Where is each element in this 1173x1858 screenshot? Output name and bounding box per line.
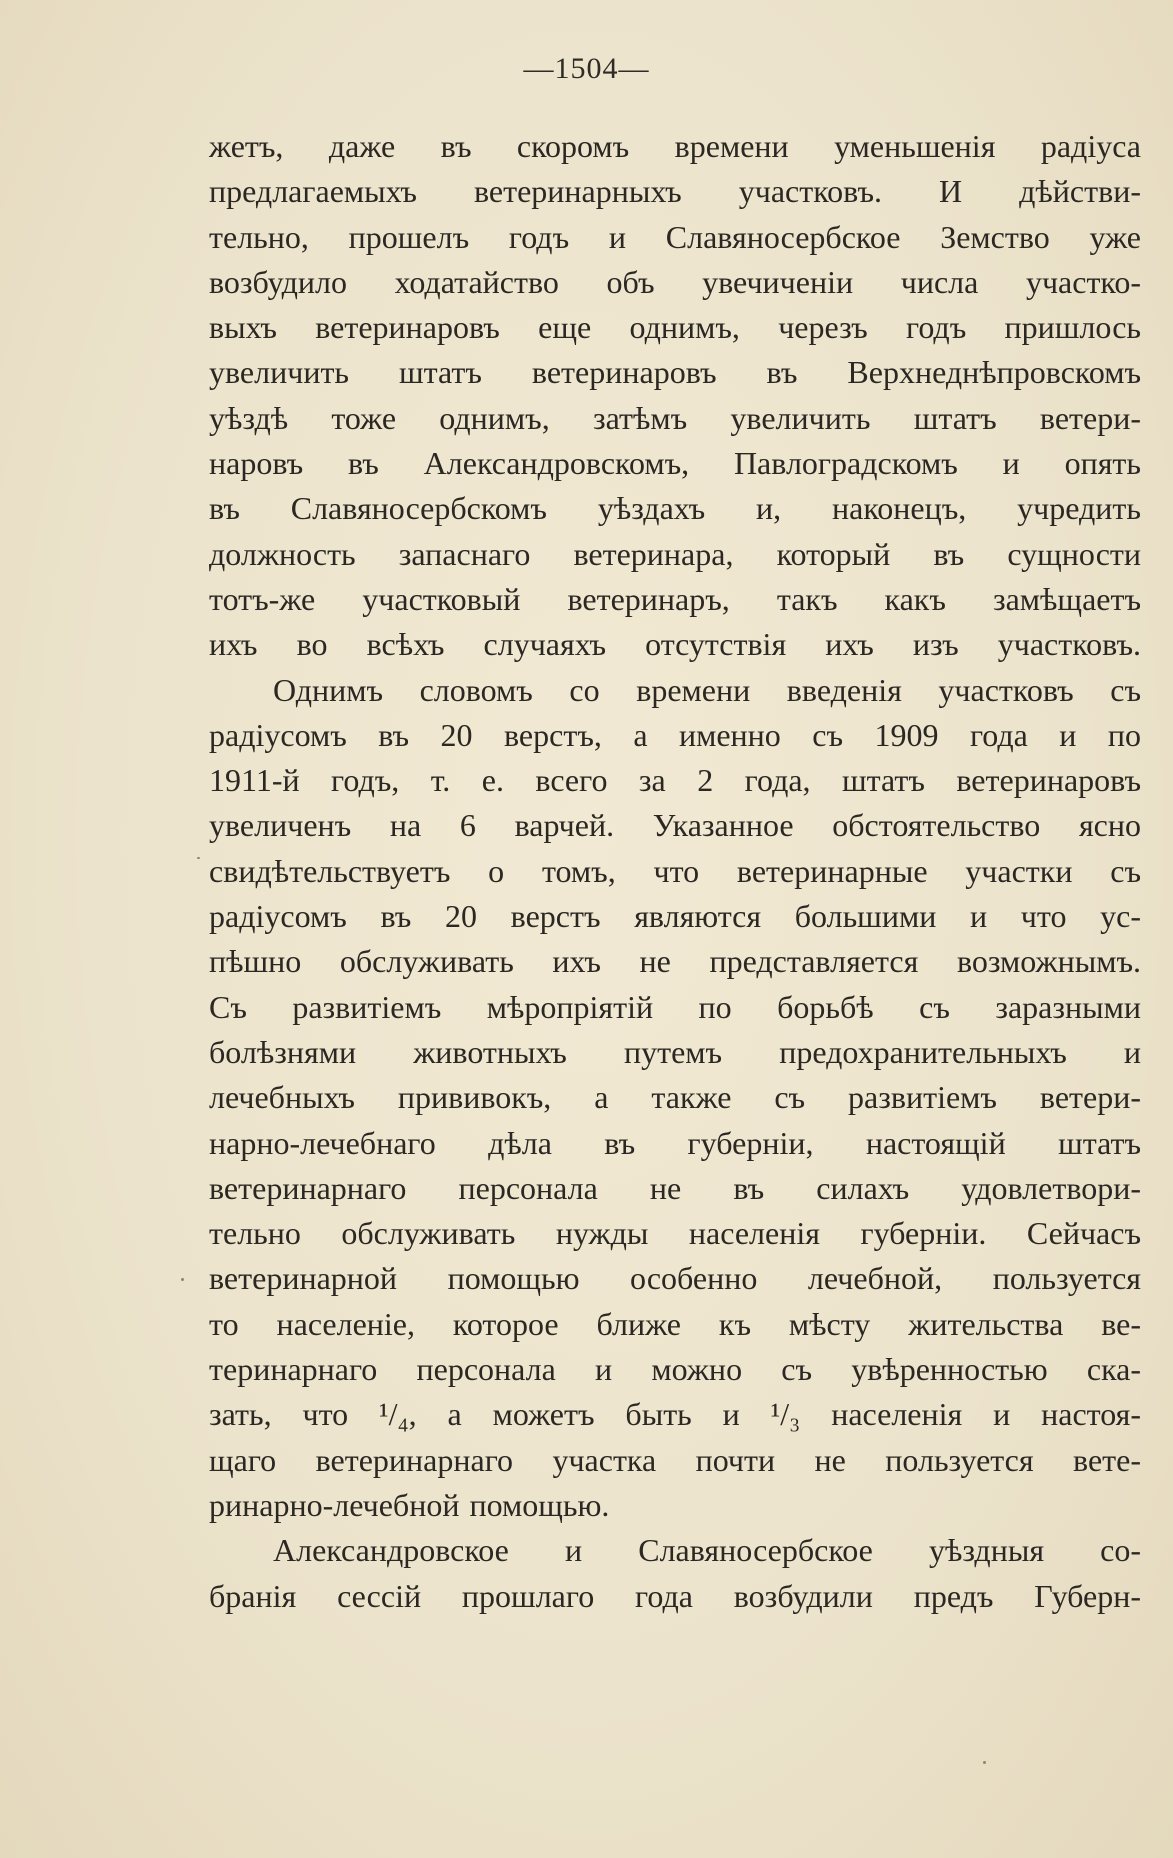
text-line: Александровское и Славяносербское уѣздныя со- — [273, 1532, 1141, 1569]
text-line: радіусомъ въ 20 верстъ являются большими и что ус- — [209, 898, 1141, 935]
text-line: зать, что ¹/₄, а можетъ быть и ¹/₃ населенія и настоя- — [209, 1396, 1141, 1433]
body-text — [209, 124, 1141, 1619]
text-line: жетъ, даже въ скоромъ времени уменьшенія радіуса — [209, 128, 1141, 164]
text-line: болѣзнями животныхъ путемъ предохранительныхъ и — [209, 1033, 1141, 1070]
paper-speck — [181, 1278, 184, 1281]
text-line: ветеринарнаго персонала не въ силахъ удовлетвори- — [209, 1169, 1141, 1206]
text-line: должность запаснаго ветеринара, который въ сущности — [209, 535, 1141, 572]
text-line: возбудило ходатайство объ увечиченіи числа участко- — [209, 263, 1141, 300]
text-line: предлагаемыхъ ветеринарныхъ участковъ. И дѣйстви- — [209, 173, 1141, 210]
text-line: ихъ во всѣхъ случаяхъ отсутствія ихъ изъ участковъ. — [209, 626, 1141, 663]
text-line: свидѣтельствуетъ о томъ, что ветеринарные участки съ — [209, 852, 1141, 889]
text-line: то населеніе, которое ближе къ мѣсту жительства ве- — [209, 1305, 1141, 1342]
text-line: щаго ветеринарнаго участка почти не пользуется вете- — [209, 1441, 1141, 1478]
text-line: ринарно-лечебной помощью. — [209, 1486, 610, 1523]
page-number: —1504— — [523, 52, 650, 85]
text-line: ветеринарной помощью особенно лечебной, пользуется — [209, 1260, 1141, 1297]
text-line: 1911-й годъ, т. е. всего за 2 года, штатъ ветеринаровъ — [209, 762, 1141, 799]
text-line: уѣздѣ тоже однимъ, затѣмъ увеличить штатъ ветери- — [209, 399, 1141, 436]
text-line: тельно, прошелъ годъ и Славяносербское Земство уже — [209, 218, 1141, 255]
text-line: Съ развитіемъ мѣропріятій по борьбѣ съ заразными — [209, 988, 1141, 1025]
text-line: теринарнаго персонала и можно съ увѣренностью ска- — [209, 1351, 1141, 1388]
paper-speck — [983, 1761, 986, 1764]
text-line: въ Славяносербскомъ уѣздахъ и, наконецъ, учредить — [209, 490, 1141, 527]
text-line: тотъ-же участковый ветеринаръ, такъ какъ замѣщаетъ — [209, 580, 1141, 617]
text-line: Однимъ словомъ со времени введенія участковъ съ — [273, 671, 1141, 708]
text-line: увеличить штатъ ветеринаровъ въ Верхнеднѣпровскомъ — [209, 354, 1141, 391]
text-line: выхъ ветеринаровъ еще однимъ, черезъ годъ пришлось — [209, 309, 1141, 346]
text-line: лечебныхъ прививокъ, а также съ развитіемъ ветери- — [209, 1079, 1141, 1116]
text-line: наровъ въ Александровскомъ, Павлоградскомъ и опять — [209, 445, 1141, 482]
text-line: бранія сессій прошлаго года возбудили предъ Губерн- — [209, 1577, 1141, 1614]
paper-speck — [197, 857, 200, 859]
text-line: увеличенъ на 6 варчей. Указанное обстоятельство ясно — [209, 807, 1141, 844]
text-line: тельно обслуживать нужды населенія губерніи. Сейчасъ — [209, 1215, 1141, 1252]
text-line: пѣшно обслуживать ихъ не представляется возможнымъ. — [209, 943, 1141, 980]
text-line: радіусомъ въ 20 верстъ, а именно съ 1909 года и по — [209, 716, 1141, 753]
text-line: нарно-лечебнаго дѣла въ губерніи, настоящій штатъ — [209, 1124, 1141, 1161]
